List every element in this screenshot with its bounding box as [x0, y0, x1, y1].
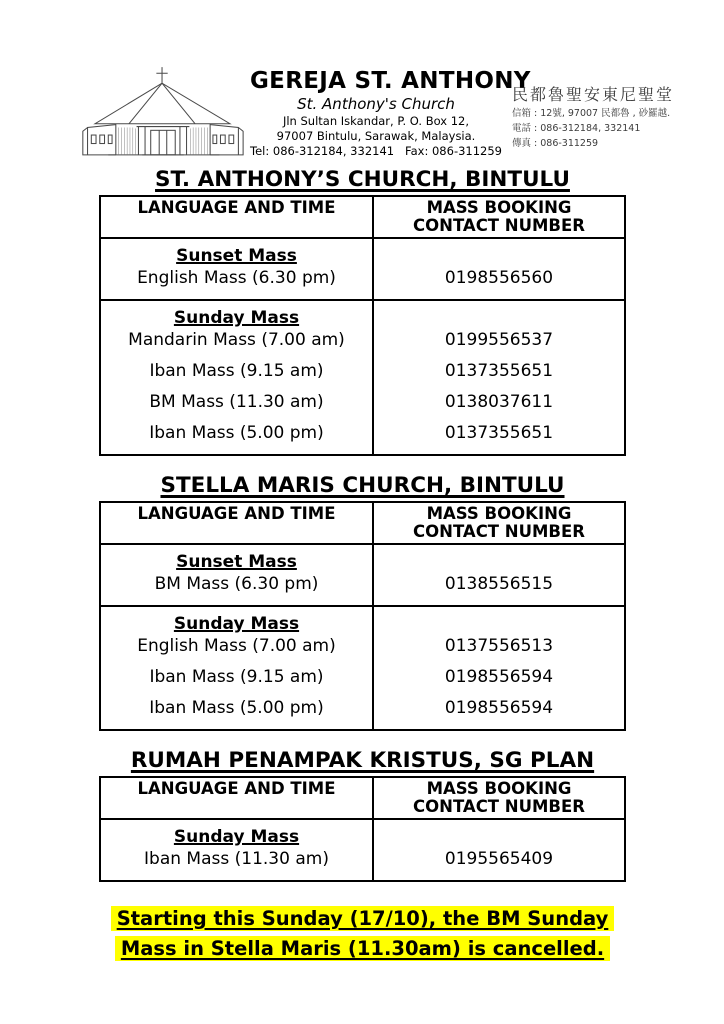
mass-entry: Iban Mass (5.00 pm)	[149, 698, 324, 718]
church-title-rumah-penampak: RUMAH PENAMPAK KRISTUS, SG PLAN	[130, 748, 595, 773]
notice-line-1: Starting this Sunday (17/10), the BM Sunday	[111, 906, 615, 931]
contact-number: 0198556594	[444, 698, 554, 718]
mass-entry: BM Mass (11.30 am)	[149, 392, 324, 412]
table-header-row	[100, 502, 625, 544]
section-heading: Sunday Mass	[173, 308, 300, 328]
church-name-chinese: 民都魯聖安東尼聖堂	[512, 85, 675, 104]
mass-entry: Mandarin Mass (7.00 am)	[128, 330, 345, 350]
address-line-2: 97007 Bintulu, Sarawak, Malaysia.	[276, 129, 476, 143]
sunset-mass-row	[100, 544, 625, 606]
church-name-malay: GEREJA ST. ANTHONY	[250, 68, 531, 94]
section-heading: Sunday Mass	[173, 827, 300, 847]
notice-line-2: Mass in Stella Maris (11.30am) is cancelled.	[115, 936, 610, 961]
column-header-language-time: LANGUAGE AND TIME	[100, 196, 373, 238]
mass-entry: Iban Mass (11.30 am)	[144, 849, 329, 869]
contact-number: 0198556594	[444, 667, 554, 687]
column-header-contact: MASS BOOKING CONTACT NUMBER	[373, 196, 625, 238]
mass-entry: English Mass (6.30 pm)	[137, 268, 336, 288]
mass-entry: Iban Mass (9.15 am)	[149, 667, 324, 687]
section-heading: Sunday Mass	[173, 614, 300, 634]
contact-number: 0137556513	[444, 636, 554, 656]
sunday-mass-row	[100, 819, 625, 881]
cancellation-notice	[99, 904, 626, 964]
column-header-language-time: LANGUAGE AND TIME	[100, 777, 373, 819]
contact-number: 0199556537	[444, 330, 554, 350]
letterhead-chinese	[512, 66, 717, 150]
church-title-st-anthony: ST. ANTHONY’S CHURCH, BINTULU	[155, 167, 570, 192]
church-building-icon	[80, 66, 250, 160]
sunday-mass-row	[100, 606, 625, 730]
mass-table-rumah-penampak	[99, 776, 626, 882]
table-header-row	[100, 777, 625, 819]
letterhead	[80, 66, 724, 160]
contact-number: 0138037611	[444, 392, 554, 412]
chinese-mailbox-line: 信箱 : 12號, 97007 民都魯 , 砂羅越.	[512, 108, 671, 119]
contact-number: 0137355651	[444, 361, 554, 381]
column-header-language-time: LANGUAGE AND TIME	[100, 502, 373, 544]
mass-entry: Iban Mass (9.15 am)	[149, 361, 324, 381]
section-heading: Sunset Mass	[176, 246, 297, 266]
mass-table-stella-maris	[99, 501, 626, 731]
sunset-mass-row	[100, 238, 625, 300]
contact-number: 0138556515	[444, 574, 554, 594]
church-name-english: St. Anthony's Church	[297, 95, 455, 113]
mass-entry: English Mass (7.00 am)	[137, 636, 336, 656]
letterhead-text	[250, 66, 531, 158]
address-line-1: Jln Sultan Iskandar, P. O. Box 12,	[282, 114, 470, 128]
chinese-phone-line: 電話 : 086-312184, 332141	[512, 123, 641, 134]
column-header-contact: MASS BOOKING CONTACT NUMBER	[373, 502, 625, 544]
schedule-content	[99, 167, 626, 964]
contact-number: 0137355651	[444, 423, 554, 443]
phone-fax-line: Tel: 086-312184, 332141 Fax: 086-311259	[250, 144, 502, 158]
chinese-fax-line: 傳真 : 086-311259	[512, 138, 599, 149]
section-heading: Sunset Mass	[176, 552, 297, 572]
mass-entry: Iban Mass (5.00 pm)	[149, 423, 324, 443]
column-header-contact: MASS BOOKING CONTACT NUMBER	[373, 777, 625, 819]
table-header-row	[100, 196, 625, 238]
sunday-mass-row	[100, 300, 625, 455]
contact-number: 0198556560	[444, 268, 554, 288]
mass-table-st-anthony	[99, 195, 626, 456]
mass-entry: BM Mass (6.30 pm)	[154, 574, 319, 594]
church-title-stella-maris: STELLA MARIS CHURCH, BINTULU	[160, 473, 565, 498]
contact-number: 0195565409	[444, 849, 554, 869]
